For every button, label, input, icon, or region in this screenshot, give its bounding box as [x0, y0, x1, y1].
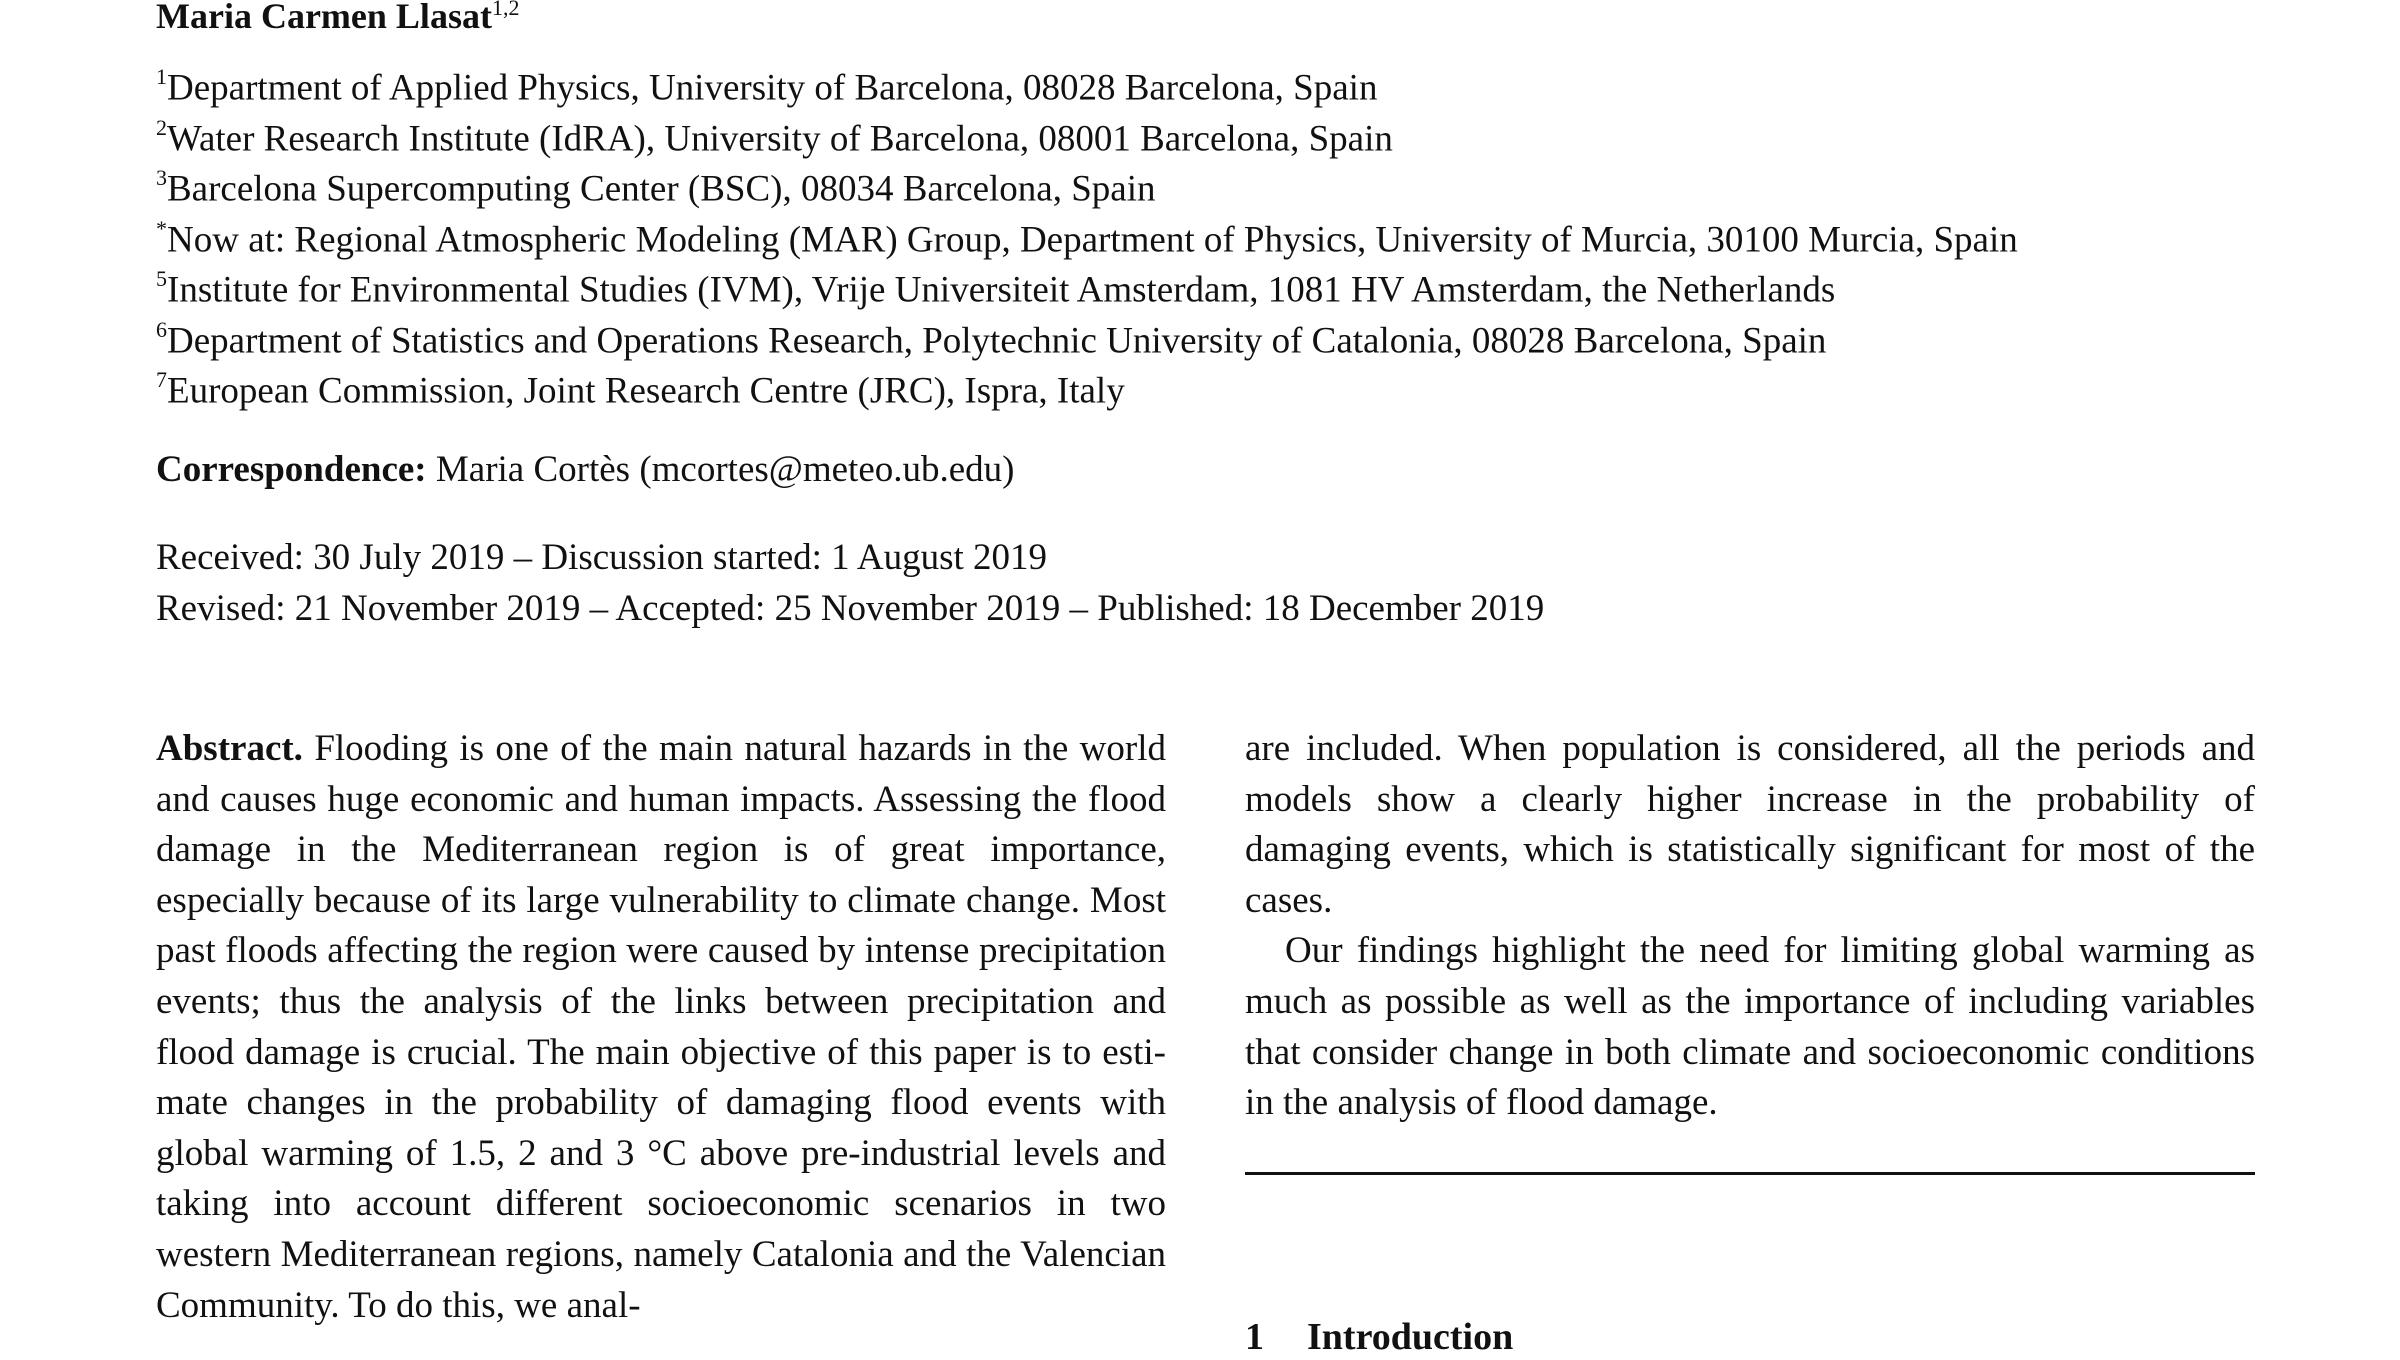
affiliation-mark: *: [156, 215, 167, 241]
affiliation-mark: 5: [156, 266, 167, 291]
section-title: Introduction: [1307, 1316, 1514, 1358]
abstract-divider: [1245, 1172, 2255, 1175]
abstract-text: Flooding is one of the main natural hazards in the world and causes huge economic and human impacts. Assessing the flood damage in the Mediterranean region is of great importance, especially because of its large vulnerability to climate change. Most past floods affecting the region were caused by intense precipitation events; thus the analysis of the links between precipitation and flood damage is crucial. The main objective of this paper is to estimate changes in the probability of damaging flood events with global warming of 1.5, 2 and 3 °C above pre-industrial levels and taking into account different socioeconomic scenarios in two western Mediterranean regions, namely Catalonia and the Valencian Community. To do this, we anal-: [156, 728, 1166, 1326]
affiliation-text: Department of Applied Physics, University of Barcelona, 08028 Barcelona, Spain: [167, 67, 1378, 109]
author-affiliation-marks: 1,2: [491, 0, 520, 20]
affiliation-text: Institute for Environmental Studies (IVM), Vrije Universiteit Amsterdam, 1081 HV Amsterdam, the Netherlands: [167, 269, 1836, 311]
abstract-left-column: [156, 724, 1166, 1331]
affiliation-item: [156, 105, 2018, 159]
abstract-continuation: are included. When population is considered, all the periods and models show a clearly higher increase in the probability of damaging events, which is statistically significant for most of the cases.: [1245, 728, 2255, 921]
affiliation-item: [156, 54, 2018, 109]
publication-dates: [156, 532, 1544, 634]
correspondence-label: Correspondence:: [156, 449, 427, 490]
affiliation-item: [156, 307, 2018, 361]
dates-line-received: Received: 30 July 2019 – Discussion started: 1 August 2019: [156, 537, 1048, 578]
section-heading: [1245, 1314, 1513, 1360]
correspondence-text: Maria Cortès (mcortes@meteo.ub.edu): [435, 449, 1015, 490]
affiliation-text: Barcelona Supercomputing Center (BSC), 08034 Barcelona, Spain: [167, 168, 1156, 210]
author-name: Maria Carmen Llasat: [156, 0, 492, 36]
abstract-right-column: [1245, 724, 2255, 1129]
affiliation-mark: 6: [156, 316, 167, 342]
affiliation-mark: 3: [156, 165, 167, 190]
affiliation-text: European Commission, Joint Research Centre (JRC), Ispra, Italy: [167, 370, 1125, 412]
affiliation-text: Department of Statistics and Operations Research, Polytechnic University of Catalonia, 08028 Barcelona, Spain: [167, 319, 1827, 361]
correspondence: [156, 445, 1015, 495]
affiliation-item: [156, 256, 2018, 311]
affiliation-list: [156, 54, 2018, 412]
affiliation-item: [156, 206, 2018, 260]
dates-line-revised: Revised: 21 November 2019 – Accepted: 25 November 2019 – Published: 18 December 2019: [156, 588, 1545, 629]
affiliation-mark: 1: [156, 64, 167, 89]
author-line: [156, 0, 519, 38]
affiliation-text: Water Research Institute (IdRA), University of Barcelona, 08001 Barcelona, Spain: [167, 117, 1393, 159]
affiliation-item: [156, 155, 2018, 210]
affiliation-text: Now at: Regional Atmospheric Modeling (MAR) Group, Department of Physics, University of Murcia, 30100 Murcia, Spain: [167, 218, 2018, 260]
affiliation-mark: 7: [156, 367, 167, 392]
abstract-findings: Our findings highlight the need for limiting global warming as much as possible as well as the importance of including variables that consider change in both climate and socioeconomic conditions in the analysis of flood damage.: [1245, 930, 2255, 1124]
affiliation-mark: 2: [156, 114, 167, 140]
abstract-label: Abstract.: [156, 728, 303, 769]
abstract-paragraph: [156, 724, 1166, 1331]
affiliation-item: [156, 357, 2018, 412]
section-number: 1: [1245, 1316, 1264, 1358]
